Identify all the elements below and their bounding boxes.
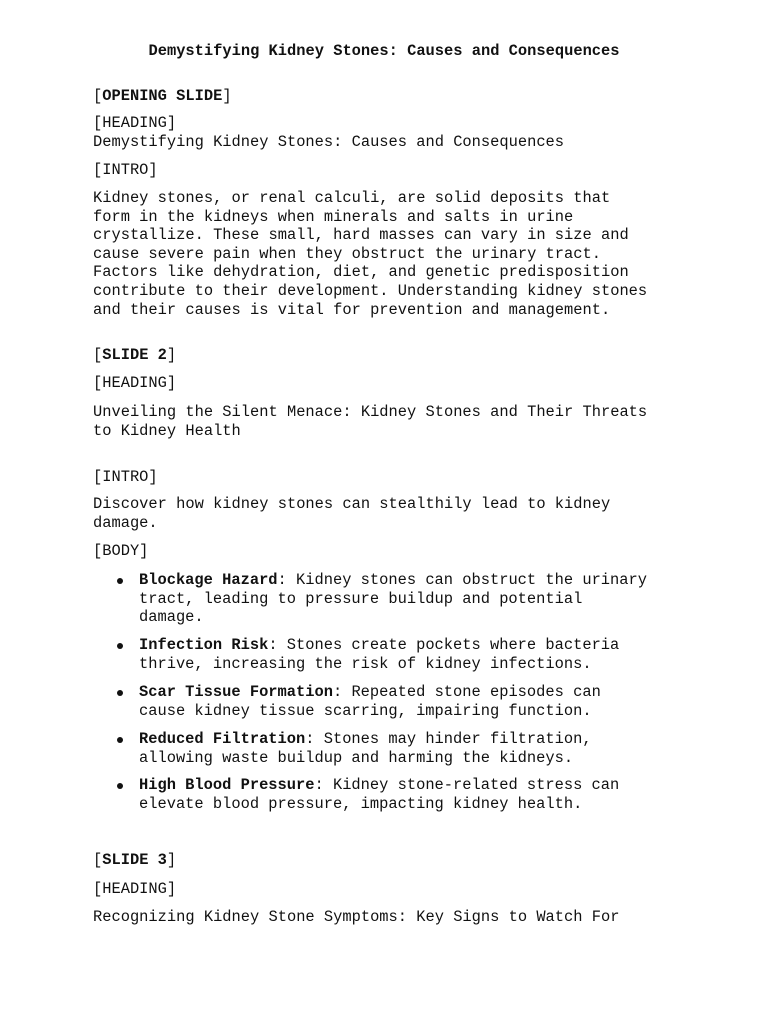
slide3-heading: Recognizing Kidney Stone Symptoms: Key Signs to Watch For — [93, 908, 620, 926]
opening-intro-paragraph: Kidney stones, or renal calculi, are solid deposits that form in the kidneys when minerals and salts in urine crystallize. These small, hard masses can vary in size and cause severe pain when they obstruct the urinary tract. Factors like dehydration, diet, and genetic predisposition contribute to their development. Understanding kidney stones and their causes is vital for prevention and management. — [93, 189, 648, 319]
list-item — [139, 730, 699, 767]
label-open-bracket: [ — [93, 851, 103, 869]
label-open-bracket: [ — [93, 87, 103, 105]
bullet-dot-icon — [117, 737, 123, 743]
list-item — [139, 636, 699, 673]
slide2-intro-paragraph: Discover how kidney stones can stealthily lead to kidney damage. — [93, 495, 611, 532]
label-open-bracket: [ — [93, 346, 103, 364]
slide2-label — [93, 346, 693, 365]
slide2-body-tag: [BODY] — [93, 542, 149, 560]
slide2-heading-tag: [HEADING] — [93, 374, 177, 392]
slide3-heading-tag: [HEADING] — [93, 880, 177, 898]
bullet-term: Infection Risk — [139, 636, 269, 654]
opening-slide-label-text: OPENING SLIDE — [102, 87, 223, 105]
bullet-text: : Stones may hinder filtration, allowing waste buildup and harming the kidneys. — [139, 730, 592, 767]
slide3-label — [93, 851, 693, 870]
slide2-heading: Unveiling the Silent Menace: Kidney Stones and Their Threats to Kidney Health — [93, 403, 648, 440]
bullet-text: : Stones create pockets where bacteria thrive, increasing the risk of kidney infections. — [139, 636, 620, 673]
bullet-text: : Repeated stone episodes can cause kidney tissue scarring, impairing function. — [139, 683, 601, 720]
slide2-intro-tag: [INTRO] — [93, 468, 158, 486]
bullet-term: Reduced Filtration — [139, 730, 306, 748]
bullet-term: Scar Tissue Formation — [139, 683, 333, 701]
list-item — [139, 571, 699, 627]
opening-heading: Demystifying Kidney Stones: Causes and Consequences — [93, 133, 565, 151]
opening-intro-tag: [INTRO] — [93, 161, 158, 179]
list-item — [139, 683, 699, 720]
bullet-dot-icon — [117, 578, 123, 584]
bullet-term: High Blood Pressure — [139, 776, 315, 794]
bullet-dot-icon — [117, 643, 123, 649]
opening-heading-tag: [HEADING] — [93, 114, 177, 132]
label-close-bracket: ] — [222, 87, 232, 105]
document-title: Demystifying Kidney Stones: Causes and Consequences — [148, 42, 620, 60]
slide3-label-text: SLIDE 3 — [102, 851, 167, 869]
opening-slide-label — [93, 87, 693, 106]
bullet-dot-icon — [117, 783, 123, 789]
bullet-text: : Kidney stones can obstruct the urinary tract, leading to pressure buildup and potential damage. — [139, 571, 647, 627]
bullet-dot-icon — [117, 690, 123, 696]
bullet-text: : Kidney stone-related stress can elevate blood pressure, impacting kidney health. — [139, 776, 620, 813]
label-close-bracket: ] — [166, 346, 177, 364]
label-close-bracket: ] — [166, 851, 177, 869]
slide2-label-text: SLIDE 2 — [102, 346, 167, 364]
bullet-term: Blockage Hazard — [139, 571, 278, 589]
list-item — [139, 776, 699, 813]
